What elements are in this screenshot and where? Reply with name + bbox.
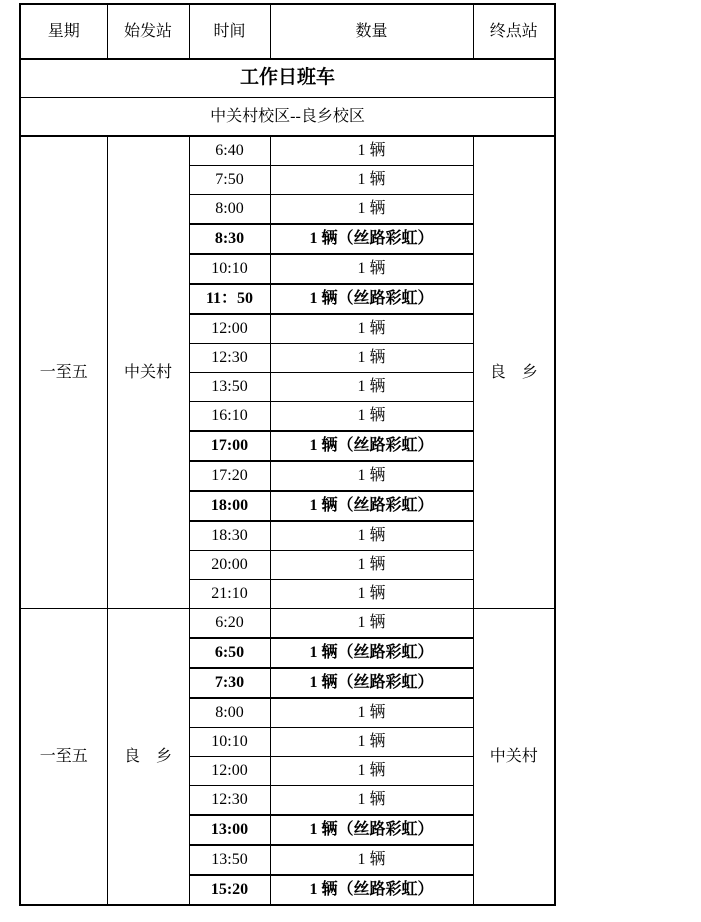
header-row [20, 4, 555, 59]
time-cell: 8:00 [189, 195, 270, 225]
quantity-cell: 1 辆 [270, 461, 473, 491]
col-header-day: 星期 [20, 4, 107, 59]
quantity-cell: 1 辆 [270, 609, 473, 639]
time-cell: 17:00 [189, 431, 270, 461]
quantity-cell: 1 辆（丝路彩虹） [270, 815, 473, 845]
quantity-cell: 1 辆 [270, 254, 473, 284]
table-row [20, 609, 555, 639]
quantity-cell: 1 辆 [270, 195, 473, 225]
quantity-cell: 1 辆 [270, 402, 473, 432]
quantity-cell: 1 辆（丝路彩虹） [270, 875, 473, 905]
time-cell: 6:40 [189, 136, 270, 166]
time-cell: 13:50 [189, 845, 270, 875]
days-cell: 一至五 [20, 136, 107, 609]
quantity-cell: 1 辆 [270, 845, 473, 875]
time-cell: 7:50 [189, 166, 270, 195]
quantity-cell: 1 辆 [270, 580, 473, 609]
time-cell: 13:50 [189, 373, 270, 402]
time-cell: 12:30 [189, 344, 270, 373]
time-cell: 7:30 [189, 668, 270, 698]
route-title-row [20, 98, 555, 137]
time-cell: 8:00 [189, 698, 270, 728]
time-cell: 16:10 [189, 402, 270, 432]
col-header-time: 时间 [189, 4, 270, 59]
quantity-cell: 1 辆 [270, 757, 473, 786]
quantity-cell: 1 辆 [270, 166, 473, 195]
time-cell: 12:30 [189, 786, 270, 816]
schedule-body [20, 4, 555, 905]
origin-cell: 中关村 [107, 136, 189, 609]
quantity-cell: 1 辆 [270, 314, 473, 344]
time-cell: 12:00 [189, 757, 270, 786]
time-cell: 20:00 [189, 551, 270, 580]
quantity-cell: 1 辆 [270, 344, 473, 373]
time-cell: 15:20 [189, 875, 270, 905]
quantity-cell: 1 辆 [270, 698, 473, 728]
time-cell: 6:20 [189, 609, 270, 639]
time-cell: 10:10 [189, 254, 270, 284]
time-cell: 10:10 [189, 728, 270, 757]
destination-cell: 良 乡 [473, 136, 555, 609]
quantity-cell: 1 辆（丝路彩虹） [270, 638, 473, 668]
quantity-cell: 1 辆（丝路彩虹） [270, 491, 473, 521]
col-header-quantity: 数量 [270, 4, 473, 59]
destination-cell: 中关村 [473, 609, 555, 906]
origin-cell: 良 乡 [107, 609, 189, 906]
time-cell: 12:00 [189, 314, 270, 344]
quantity-cell: 1 辆 [270, 373, 473, 402]
time-cell: 11：50 [189, 284, 270, 314]
quantity-cell: 1 辆 [270, 728, 473, 757]
section-title-cell: 工作日班车 [20, 59, 555, 98]
quantity-cell: 1 辆（丝路彩虹） [270, 668, 473, 698]
time-cell: 21:10 [189, 580, 270, 609]
route-title-cell: 中关村校区--良乡校区 [20, 98, 555, 137]
col-header-destination: 终点站 [473, 4, 555, 59]
col-header-origin: 始发站 [107, 4, 189, 59]
time-cell: 17:20 [189, 461, 270, 491]
quantity-cell: 1 辆 [270, 786, 473, 816]
quantity-cell: 1 辆（丝路彩虹） [270, 284, 473, 314]
time-cell: 13:00 [189, 815, 270, 845]
quantity-cell: 1 辆（丝路彩虹） [270, 224, 473, 254]
quantity-cell: 1 辆（丝路彩虹） [270, 431, 473, 461]
quantity-cell: 1 辆 [270, 521, 473, 551]
table-row [20, 136, 555, 166]
days-cell: 一至五 [20, 609, 107, 906]
time-cell: 18:30 [189, 521, 270, 551]
quantity-cell: 1 辆 [270, 136, 473, 166]
bus-schedule-table [19, 3, 556, 906]
quantity-cell: 1 辆 [270, 551, 473, 580]
section-title-row [20, 59, 555, 98]
time-cell: 8:30 [189, 224, 270, 254]
time-cell: 18:00 [189, 491, 270, 521]
time-cell: 6:50 [189, 638, 270, 668]
